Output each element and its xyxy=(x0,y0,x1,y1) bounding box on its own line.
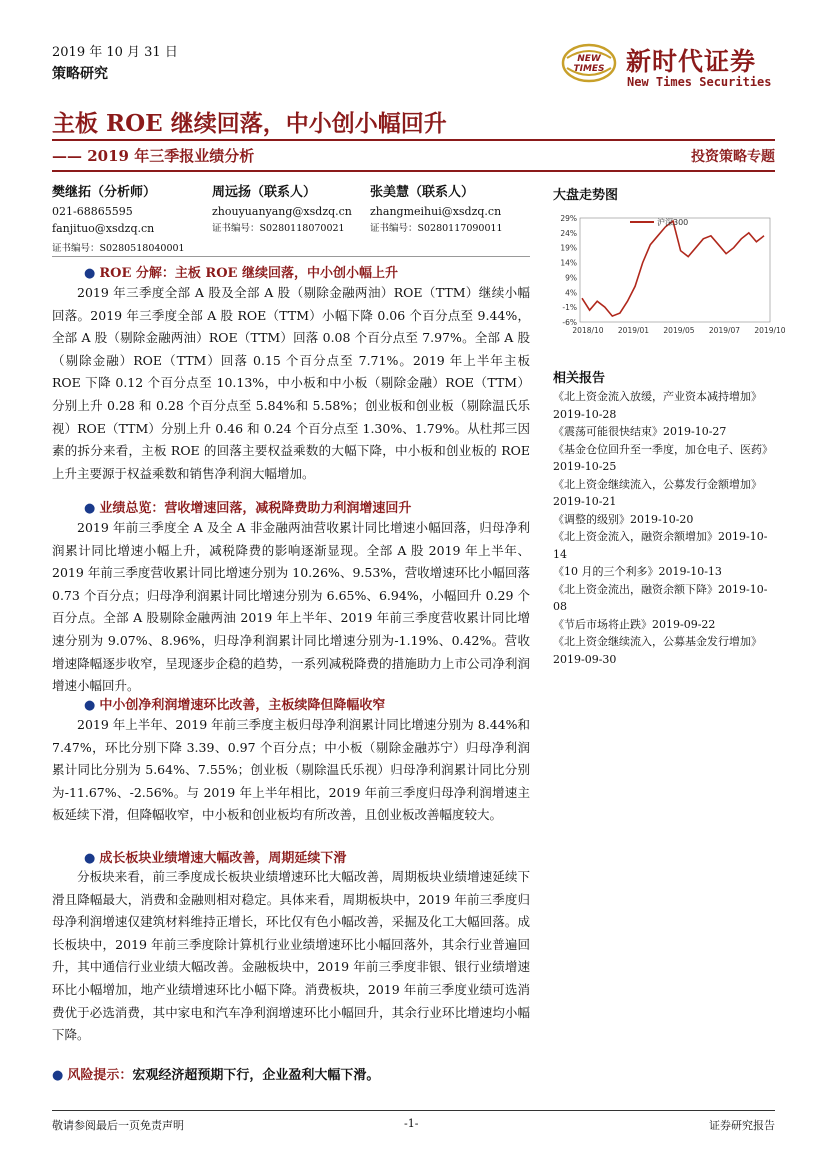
bullet-icon: ● xyxy=(84,698,96,713)
analyst-cert: 证书编号：S0280118070021 xyxy=(212,223,345,234)
y-tick-label: 19% xyxy=(560,243,577,253)
analyst-3 xyxy=(370,184,503,237)
market-trend-chart xyxy=(548,208,786,343)
analyst-divider xyxy=(52,256,530,257)
y-tick-label: 9% xyxy=(565,273,577,283)
x-tick-label: 2018/10 xyxy=(572,326,604,335)
chart-frame xyxy=(580,218,770,322)
related-reports-list xyxy=(553,388,781,668)
report-subtitle: —— 2019 年三季报业绩分析 xyxy=(52,147,255,165)
analyst-phone: 021-68865595 xyxy=(52,205,133,218)
footer-disclaimer: 敬请参阅最后一页免责声明 xyxy=(52,1119,184,1132)
related-report-link[interactable]: 《节后市场将止跌》2019-09-22 xyxy=(553,617,716,631)
related-report-link[interactable]: 《北上资金继续流入，公募基金发行增加》2019-09-30 xyxy=(553,635,762,666)
section-body-roe: 2019 年三季度全部 A 股及全部 A 股（剔除金融两油）ROE（TTM）继续小幅回落。2019 年三季度全部 A 股 ROE（TTM）小幅下降 0.06 个百分点至 9.44%，全部 A 股（剔除金融两油）ROE（TTM）回落 0.08 个百分点至 7.97%。全部 A 股（剔除金融）ROE（TTM）回落 0.15 个百分点至 7.71%。2019 年上半年主板 ROE 下降 0.12 个百分点至 10.13%，中小板和中小板（剔除金融）ROE（TTM）分别上升 0.28 和 0.28 个百分点至 5.84%和 5.58%；创业板和创业板（剔除温氏乐视）ROE（TTM）分别上升 0.46 和 0.24 个百分点至 1.30%、1.79%。从杜邦三因素的拆分来看，主板 ROE 的回落主要权益乘数的大幅下降，中小板和创业板的 ROE 上升主要源于权益乘数和销售净利润大幅增加。 xyxy=(52,285,530,481)
bullet-icon: ● xyxy=(84,851,96,866)
related-report-link[interactable]: 《北上资金继续流入，公募发行金额增加》2019-10-21 xyxy=(553,477,762,508)
related-reports-title: 相关报告 xyxy=(553,371,606,386)
section-body-smallcap: 2019 年上半年、2019 年前三季度主板归母净利润累计同比增速分别为 8.44%和 7.47%，环比分别下降 3.39、0.97 个百分点；中小板（剔除金融苏宁）归母净利润累计同比分别为 5.64%、7.55%；创业板（剔除温氏乐视）归母净利润累计同比分别为-11.67%、-2.56%。与 2019 年上半年相比，2019 年前三季度归母净利润增速主板延续下滑，但降幅收窄，中小板和创业板均有所改善，且创业板改善幅度较大。 xyxy=(52,717,530,823)
risk-warning: ● 风险提示：宏观经济超预期下行，企业盈利大幅下滑。 xyxy=(52,1068,380,1083)
related-report-link[interactable]: 《北上资金流入，融资余额增加》2019-10-14 xyxy=(553,530,768,561)
report-date: 2019 年 10 月 31 日 xyxy=(52,45,178,60)
analyst-2 xyxy=(212,184,352,237)
y-tick-label: 14% xyxy=(560,258,577,268)
related-report-link[interactable]: 《北上资金流入放缓，产业资本减持增加》2019-10-28 xyxy=(553,390,762,421)
related-report-link[interactable]: 《基金仓位回升至一季度，加仓电子、医药》2019-10-25 xyxy=(553,442,773,473)
section-body-overview: 2019 年前三季度全 A 及全 A 非金融两油营收累计同比增速小幅回落，归母净利润累计同比增速小幅上升，减税降费的影响逐渐显现。全部 A 股 2019 年上半年、2019 年前三季度营收累计同比增速分别为 10.26%、9.53%，营收增速环比小幅回落 0.73 个百分点；归母净利润累计同比增速分别为 6.65%、6.94%，小幅回升 0.29 个百分点。全部 A 股剔除金融两油 2019 年上半年、2019 年前三季度营收累计同比增速分别为 9.07%、8.96%，归母净利润累计同比增速分别为-1.19%、0.42%。营收增速降幅逐步收窄，呈现逐步企稳的趋势，一系列减税降费的措施助力上市公司净利润增速小幅回升。 xyxy=(52,520,530,694)
analyst-name: 张美慧（联系人） xyxy=(370,185,475,200)
x-tick-label: 2019/07 xyxy=(708,326,741,335)
report-category: 策略研究 xyxy=(52,66,108,82)
chart-title: 大盘走势图 xyxy=(553,188,619,203)
company-logo xyxy=(558,40,620,86)
analyst-email[interactable]: fanjituo@xsdzq.cn xyxy=(52,222,155,235)
brand-name-en: New Times Securities xyxy=(627,75,772,89)
title-divider xyxy=(52,139,775,141)
analyst-name: 周远扬（联系人） xyxy=(212,185,317,200)
x-tick-label: 2019/01 xyxy=(617,326,650,335)
bullet-icon: ● xyxy=(84,501,96,516)
analyst-cert: 证书编号：S0280518040001 xyxy=(52,243,185,254)
related-report-link[interactable]: 《北上资金流出，融资余额下降》2019-10-08 xyxy=(553,582,768,613)
footer-divider xyxy=(52,1110,775,1111)
brand-name-cn: 新时代证券 xyxy=(626,47,757,76)
y-tick-label: -1% xyxy=(562,303,577,313)
subtitle-divider xyxy=(52,170,775,172)
analyst-name: 樊继拓（分析师） xyxy=(52,185,157,200)
section-heading-smallcap: ● 中小创净利润增速环比改善，主板续降但降幅收窄 xyxy=(84,698,386,713)
section-heading-overview: ● 业绩总览：营收增速回落，减税降费助力利润增速回升 xyxy=(84,501,412,516)
section-body-sectors: 分板块来看，前三季度成长板块业绩增速环比大幅改善，周期板块业绩增速延续下滑且降幅最大，消费和金融则相对稳定。具体来看，周期板块中，2019 年前三季度归母净利润增速仅建筑材料维持正增长，环比仅有色小幅改善，采掘及化工大幅回落。成长板块中，2019 年前三季度除计算机行业业绩增速环比小幅回落外，其余行业普遍回升，其中通信行业业绩大幅改善。金融板块中，2019 年前三季度非银、银行业绩增速环比小幅增加，地产业绩增速环比小幅下降。消费板块，2019 年前三季度业绩可选消费优于必选消费，其中家电和汽车净利润增速环比小幅回升，其余行业环比增速均小幅下降。 xyxy=(52,869,530,1043)
svg-text:NEW: NEW xyxy=(577,54,601,64)
y-tick-label: -6% xyxy=(562,318,577,327)
series-line-hs300 xyxy=(582,221,764,316)
related-report-link[interactable]: 《10 月的三个利多》2019-10-13 xyxy=(553,565,722,578)
report-title: 主板 ROE 继续回落，中小创小幅回升 xyxy=(52,110,447,137)
analyst-1 xyxy=(52,184,156,237)
section-heading-roe: ● ROE 分解：主板 ROE 继续回落，中小创小幅上升 xyxy=(84,266,398,281)
report-type: 投资策略专题 xyxy=(691,149,775,165)
x-tick-label: 2019/10 xyxy=(754,326,786,335)
analyst-cert: 证书编号：S0280117090011 xyxy=(370,223,503,234)
bullet-icon: ● xyxy=(84,266,96,281)
legend-label: 沪深300 xyxy=(657,218,689,227)
y-tick-label: 24% xyxy=(560,228,577,238)
y-tick-label: 4% xyxy=(565,288,577,298)
svg-text:TIMES: TIMES xyxy=(573,64,605,74)
analyst-email[interactable]: zhouyuanyang@xsdzq.cn xyxy=(212,205,352,218)
y-tick-label: 29% xyxy=(560,214,577,223)
footer-report-type: 证券研究报告 xyxy=(709,1119,775,1132)
related-report-link[interactable]: 《震荡可能很快结束》2019-10-27 xyxy=(553,425,727,438)
section-heading-sectors: ● 成长板块业绩增速大幅改善，周期延续下滑 xyxy=(84,851,347,866)
page-number: -1- xyxy=(404,1117,419,1130)
bullet-icon: ● xyxy=(52,1068,64,1083)
x-tick-label: 2019/05 xyxy=(663,326,695,335)
analyst-email[interactable]: zhangmeihui@xsdzq.cn xyxy=(370,205,502,218)
related-report-link[interactable]: 《调整的级别》2019-10-20 xyxy=(553,512,694,526)
